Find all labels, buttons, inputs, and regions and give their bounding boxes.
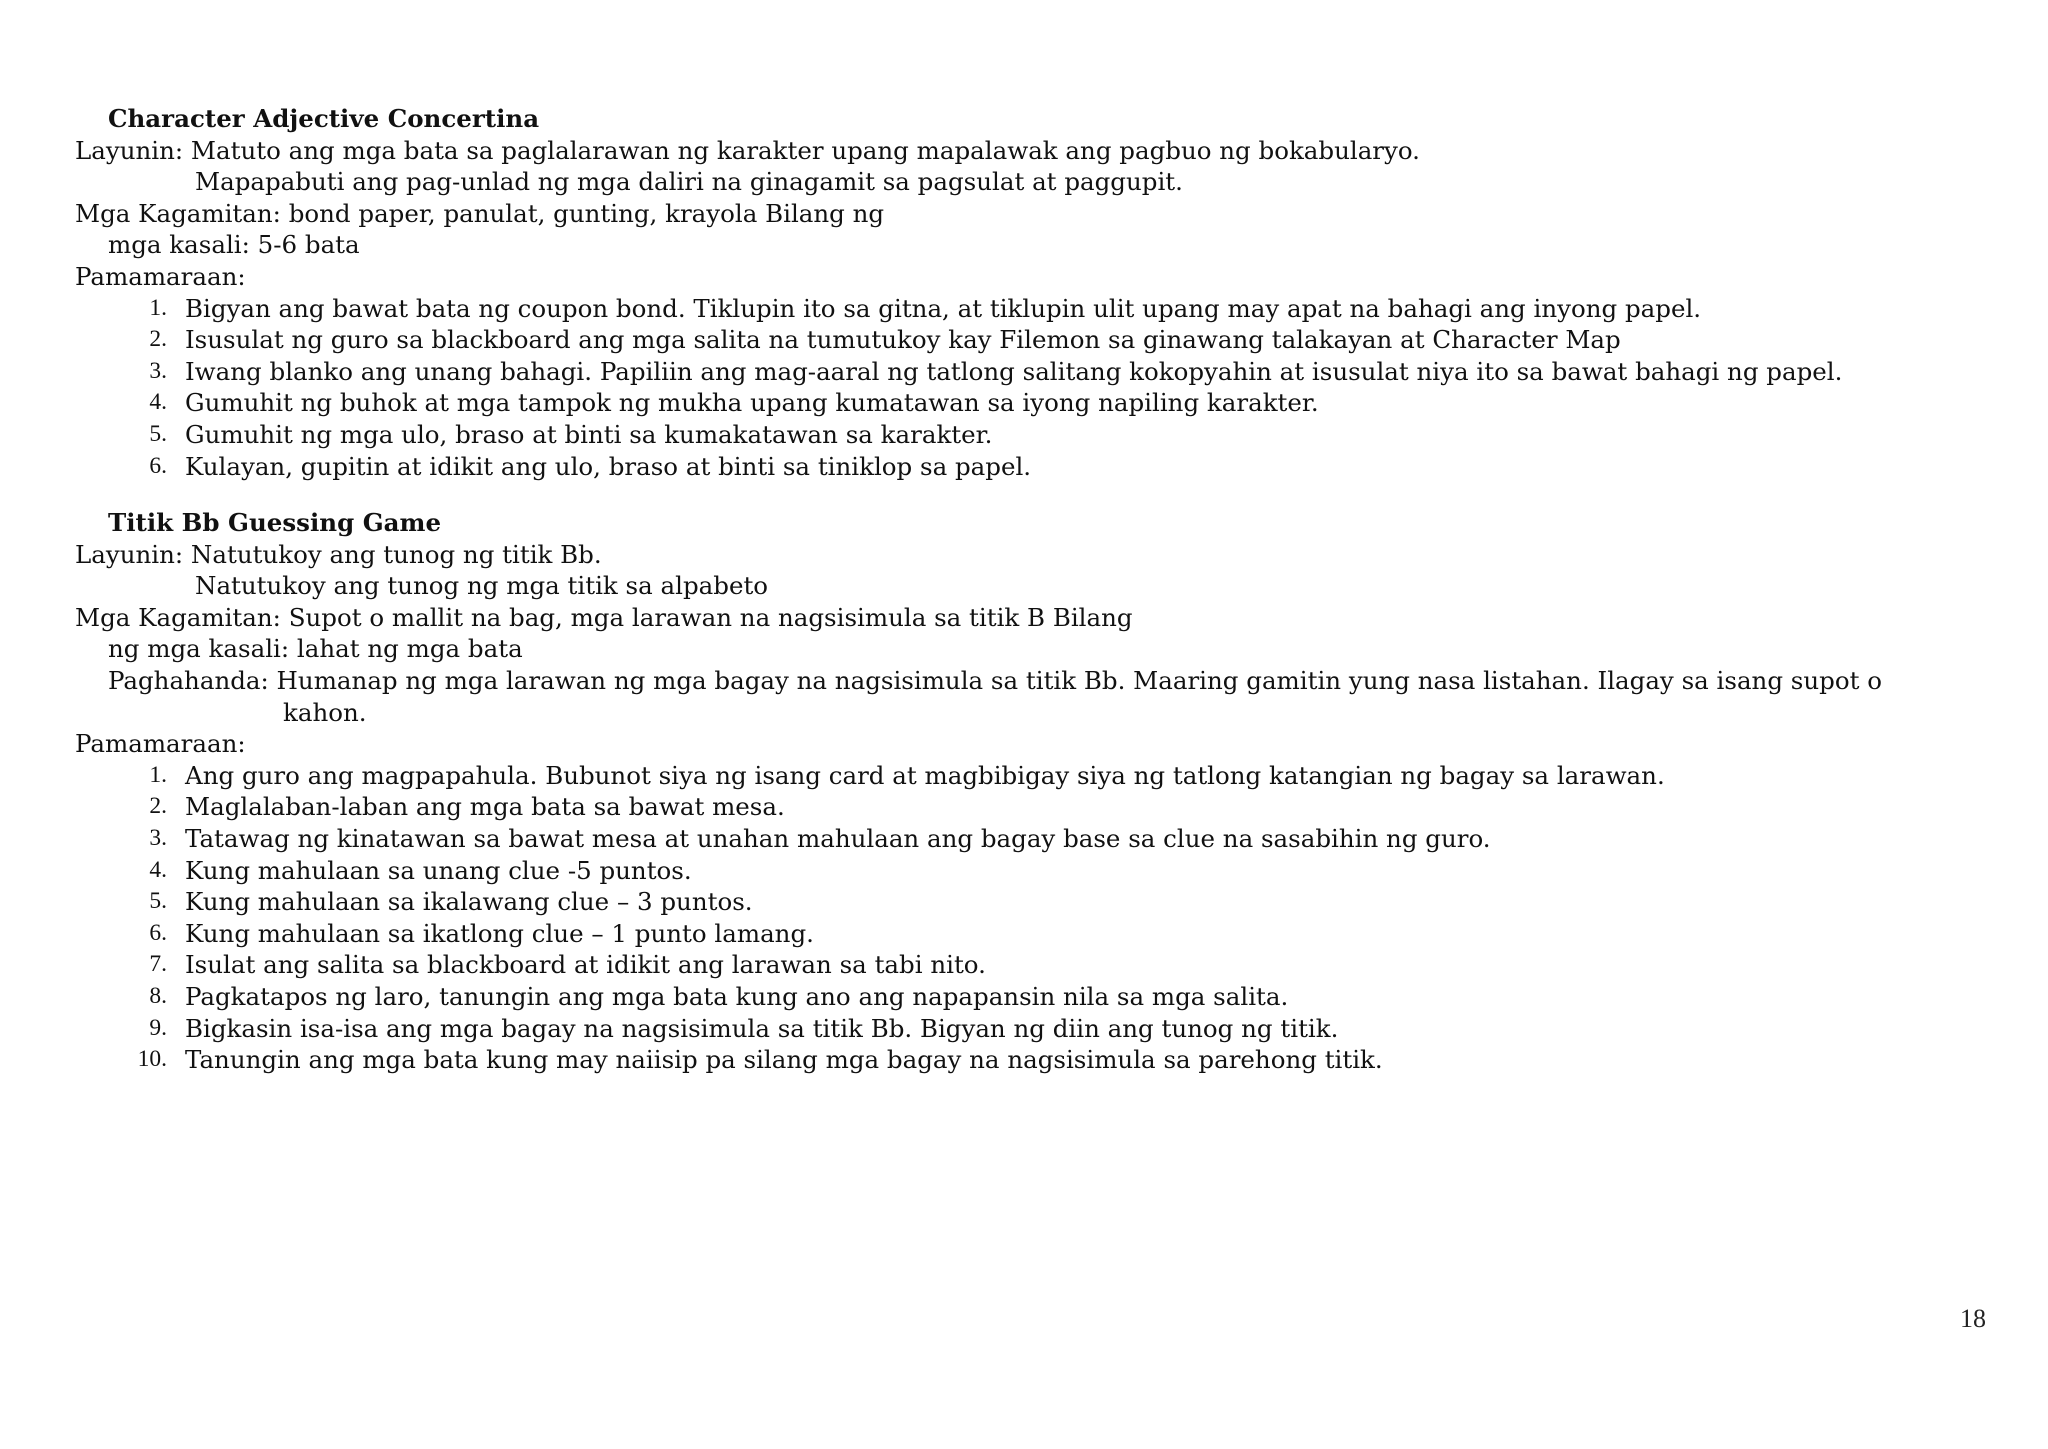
procedure-step bbox=[75, 886, 1975, 918]
procedure-step bbox=[75, 791, 1975, 823]
procedure-steps bbox=[75, 293, 1975, 483]
step-number: 2. bbox=[149, 326, 167, 353]
step-number: 1. bbox=[149, 294, 167, 321]
activity-title: Character Adjective Concertina bbox=[108, 104, 540, 133]
step-text: Tatawag ng kinatawan sa bawat mesa at unahan mahulaan ang bagay base sa clue na sasabihin ng guro. bbox=[185, 823, 1491, 853]
step-text: Maglalaban-laban ang mga bata sa bawat mesa. bbox=[185, 792, 785, 822]
step-number: 3. bbox=[149, 357, 167, 384]
step-text: Kung mahulaan sa ikalawang clue – 3 puntos. bbox=[185, 887, 753, 917]
procedure-step bbox=[75, 823, 1975, 855]
step-number: 5. bbox=[149, 888, 167, 915]
step-number: 1. bbox=[149, 761, 167, 788]
step-text: Gumuhit ng buhok at mga tampok ng mukha upang kumatawan sa iyong napiling karakter. bbox=[185, 388, 1319, 418]
step-number: 4. bbox=[149, 856, 167, 883]
materials-line: Mga Kagamitan: bond paper, panulat, gunting, krayola Bilang ng bbox=[75, 198, 885, 228]
participants-line: mga kasali: 5-6 bata bbox=[108, 230, 360, 260]
step-text: Tanungin ang mga bata kung may naiisip pa silang mga bagay na nagsisimula sa parehong titik. bbox=[185, 1045, 1383, 1075]
objective-line: Layunin: Matuto ang mga bata sa paglalarawan ng karakter upang mapalawak ang pagbuo ng bokabularyo. bbox=[75, 135, 1420, 165]
procedure-step bbox=[75, 760, 1975, 792]
step-number: 3. bbox=[149, 824, 167, 851]
step-text: Bigkasin isa-isa ang mga bagay na nagsisimula sa titik Bb. Bigyan ng diin ang tunog ng titik. bbox=[185, 1013, 1339, 1043]
activity-character-adjective-concertina bbox=[75, 103, 1975, 482]
step-text: Kung mahulaan sa unang clue -5 puntos. bbox=[185, 855, 692, 885]
activity-title: Titik Bb Guessing Game bbox=[108, 508, 442, 537]
step-number: 10. bbox=[137, 1046, 167, 1073]
step-number: 6. bbox=[149, 919, 167, 946]
step-text: Kulayan, gupitin at idikit ang ulo, braso at binti sa tiniklop sa papel. bbox=[185, 451, 1032, 481]
step-number: 9. bbox=[149, 1014, 167, 1041]
procedure-step bbox=[75, 451, 1975, 483]
procedure-step bbox=[75, 324, 1975, 356]
procedure-label: Pamamaraan: bbox=[75, 729, 246, 759]
step-text: Isulat ang salita sa blackboard at idikit ang larawan sa tabi nito. bbox=[185, 950, 986, 980]
step-number: 5. bbox=[149, 420, 167, 447]
preparation-line-continued: kahon. bbox=[283, 697, 367, 727]
objective-line: Layunin: Natutukoy ang tunog ng titik Bb. bbox=[75, 539, 602, 569]
step-number: 6. bbox=[149, 452, 167, 479]
step-text: Isusulat ng guro sa blackboard ang mga salita na tumutukoy kay Filemon sa ginawang talakayan at Character Map bbox=[185, 325, 1621, 355]
step-text: Pagkatapos ng laro, tanungin ang mga bata kung ano ang napapansin nila sa mga salita. bbox=[185, 981, 1289, 1011]
procedure-label: Pamamaraan: bbox=[75, 261, 246, 291]
objective-line-continued: Natutukoy ang tunog ng mga titik sa alpabeto bbox=[195, 571, 769, 601]
procedure-step bbox=[75, 356, 1975, 388]
page-number: 18 bbox=[1960, 1304, 1986, 1333]
procedure-step bbox=[75, 855, 1975, 887]
procedure-step bbox=[75, 949, 1975, 981]
objective-line-continued: Mapapabuti ang pag-unlad ng mga daliri na ginagamit sa pagsulat at paggupit. bbox=[195, 167, 1183, 197]
procedure-step bbox=[75, 293, 1975, 325]
procedure-step bbox=[75, 981, 1975, 1013]
procedure-step bbox=[75, 387, 1975, 419]
step-text: Gumuhit ng mga ulo, braso at binti sa kumakatawan sa karakter. bbox=[185, 419, 993, 449]
participants-line: ng mga kasali: lahat ng mga bata bbox=[108, 634, 523, 664]
preparation-line: Paghahanda: Humanap ng mga larawan ng mga bagay na nagsisimula sa titik Bb. Maaring gamitin yung nasa listahan. Ilagay sa isang supot o bbox=[108, 665, 1882, 695]
step-text: Iwang blanko ang unang bahagi. Papiliin ang mag-aaral ng tatlong salitang kokopyahin at isusulat niya ito sa bawat bahagi ng papel. bbox=[185, 356, 1843, 386]
procedure-step bbox=[75, 419, 1975, 451]
step-text: Kung mahulaan sa ikatlong clue – 1 punto lamang. bbox=[185, 918, 814, 948]
procedure-step bbox=[75, 1044, 1975, 1076]
step-number: 7. bbox=[149, 951, 167, 978]
step-text: Bigyan ang bawat bata ng coupon bond. Tiklupin ito sa gitna, at tiklupin ulit upang may apat na bahagi ang inyong papel. bbox=[185, 293, 1702, 323]
step-text: Ang guro ang magpapahula. Bubunot siya ng isang card at magbibigay siya ng tatlong katangian ng bagay sa larawan. bbox=[185, 760, 1665, 790]
activity-titik-bb-guessing-game bbox=[75, 507, 1975, 1076]
procedure-steps bbox=[75, 760, 1975, 1076]
step-number: 4. bbox=[149, 389, 167, 416]
materials-line: Mga Kagamitan: Supot o mallit na bag, mga larawan na nagsisimula sa titik B Bilang bbox=[75, 602, 1133, 632]
step-number: 2. bbox=[149, 793, 167, 820]
step-number: 8. bbox=[149, 982, 167, 1009]
procedure-step bbox=[75, 918, 1975, 950]
procedure-step bbox=[75, 1013, 1975, 1045]
